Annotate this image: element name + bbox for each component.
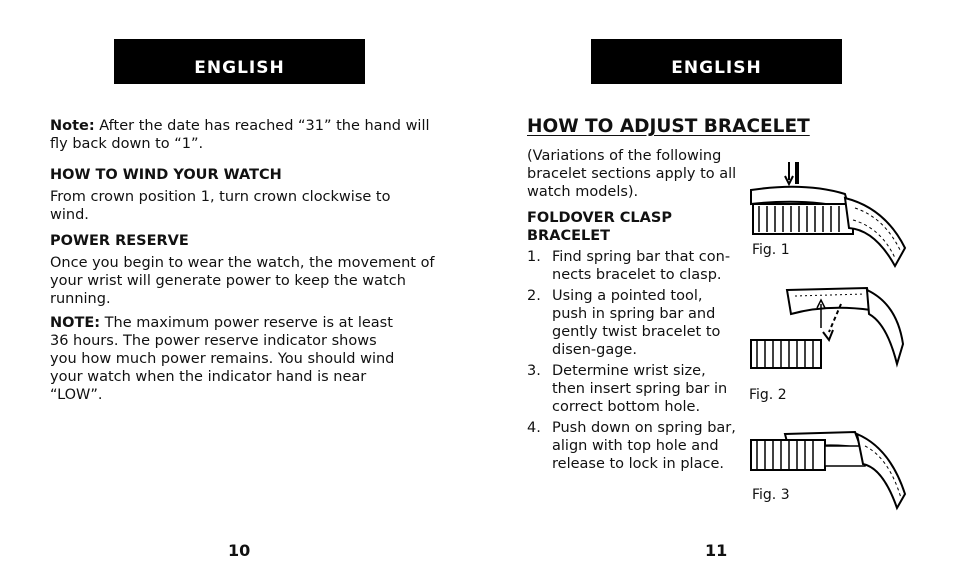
step-number: 1. xyxy=(527,249,541,265)
list-item xyxy=(527,248,742,284)
step-number: 2. xyxy=(527,288,541,304)
wind-heading: HOW TO WIND YOUR WATCH xyxy=(50,167,282,183)
right-page xyxy=(477,0,954,578)
intro-text: (Variations of the following bracelet sections apply to all watch models). xyxy=(527,148,737,200)
note2-label: NOTE: xyxy=(50,315,101,331)
note-label: Note: xyxy=(50,118,95,134)
language-banner: ENGLISH xyxy=(591,39,842,84)
list-item xyxy=(527,419,742,473)
page-title: HOW TO ADJUST BRACELET xyxy=(527,116,810,137)
step-text: Determine wrist size, then insert spring bar in correct bottom hole. xyxy=(552,363,728,415)
figure-1-label: Fig. 1 xyxy=(752,242,790,258)
list-item xyxy=(527,287,742,359)
power-reserve-note xyxy=(50,314,405,404)
bracelet-figure-2 xyxy=(747,284,907,384)
step-text: Find spring bar that con-nects bracelet to clasp. xyxy=(552,249,731,283)
wind-text: From crown position 1, turn crown clockwise to wind. xyxy=(50,189,391,223)
step-number: 3. xyxy=(527,363,541,379)
power-reserve-text: Once you begin to wear the watch, the movement of your wrist will generate power to keep the watch running. xyxy=(50,255,435,307)
language-banner: ENGLISH xyxy=(114,39,365,84)
figure-3-label: Fig. 3 xyxy=(752,487,790,503)
page-number: 10 xyxy=(228,541,251,560)
note2-text: The maximum power reserve is at least 36 hours. The power reserve indicator shows you how much power remains. You should wind your watch when the indicator hand is near “LOW”. xyxy=(50,315,395,403)
page-number: 11 xyxy=(705,541,728,560)
step-text: Using a pointed tool, push in spring bar and gently twist bracelet to disen-gage. xyxy=(552,288,721,358)
list-item xyxy=(527,362,742,416)
date-note xyxy=(50,117,430,153)
step-number: 4. xyxy=(527,420,541,436)
figure-2-label: Fig. 2 xyxy=(749,387,787,403)
step-text: Push down on spring bar, align with top hole and release to lock in place. xyxy=(552,420,736,472)
power-reserve-heading: POWER RESERVE xyxy=(50,233,189,249)
steps-list xyxy=(527,248,742,476)
clasp-heading: FOLDOVER CLASP BRACELET xyxy=(527,210,672,244)
note-text: After the date has reached “31” the hand will fly back down to “1”. xyxy=(50,118,430,152)
